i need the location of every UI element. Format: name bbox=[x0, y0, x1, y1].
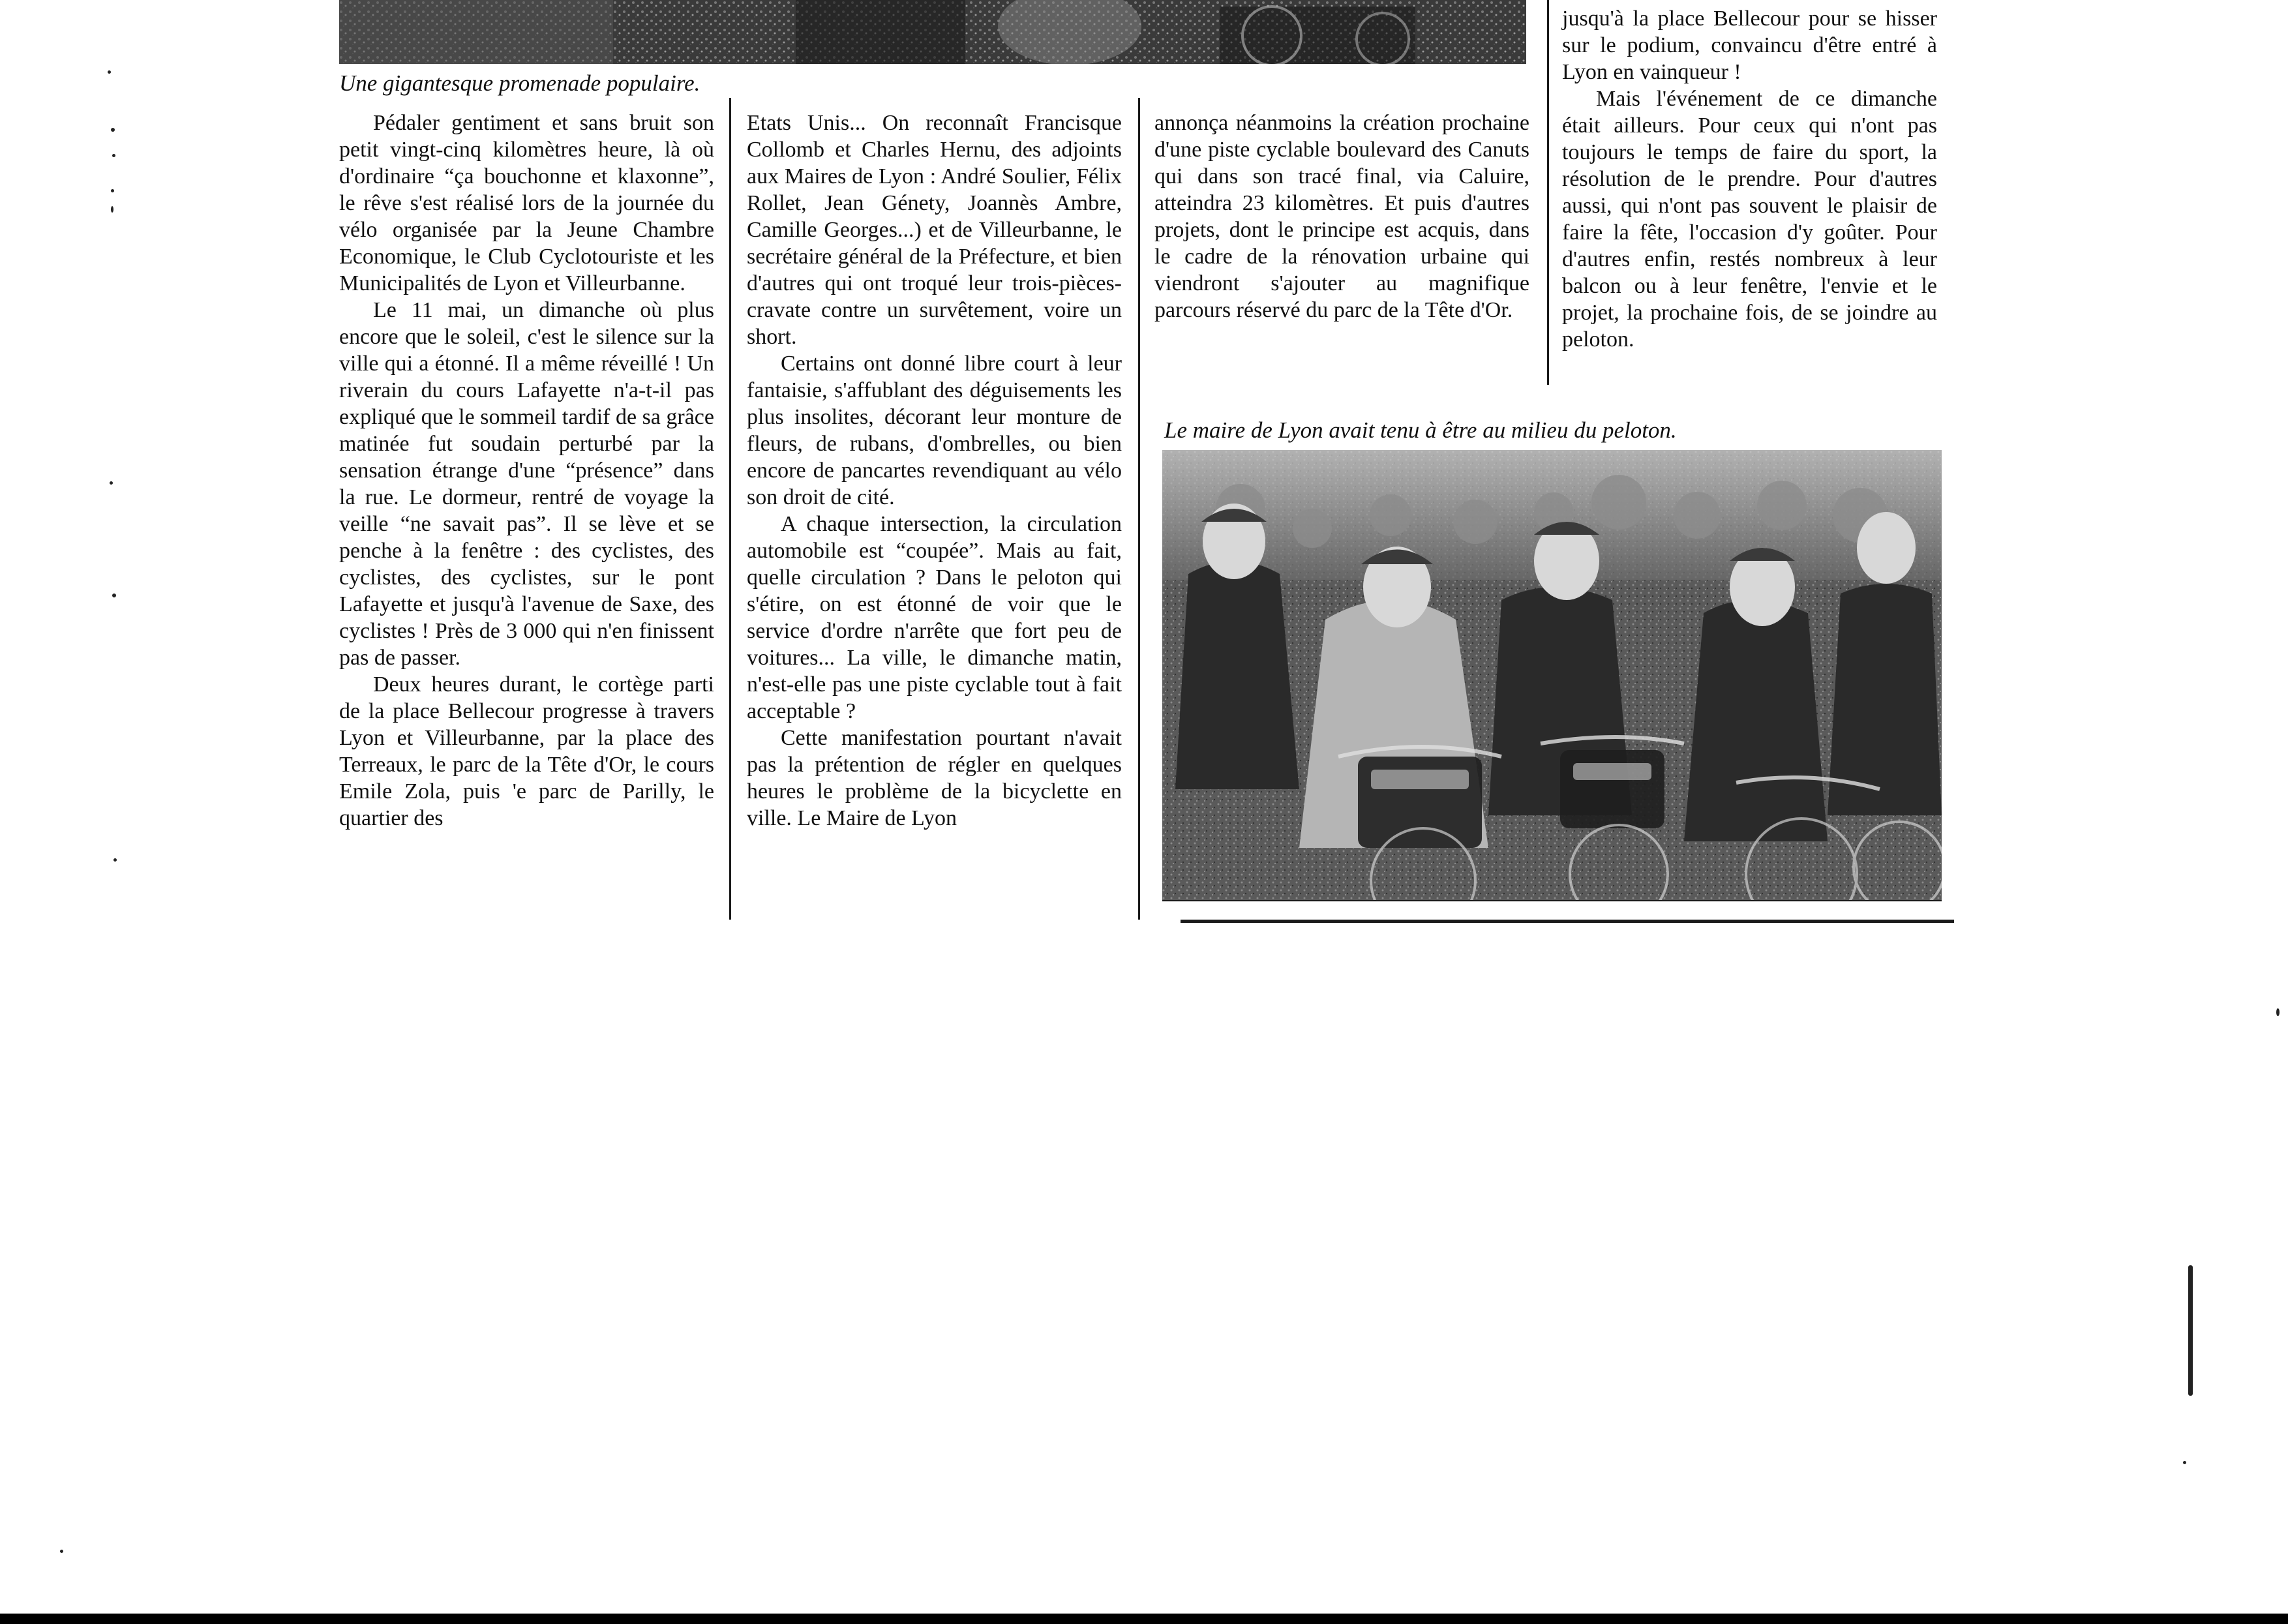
scan-speck bbox=[60, 1550, 63, 1553]
scan-speck bbox=[2188, 1265, 2193, 1396]
scan-speck bbox=[112, 594, 116, 597]
scan-speck bbox=[111, 206, 113, 213]
scan-speck bbox=[112, 154, 115, 157]
paragraph: jusqu'à la place Bellecour pour se hisser sur le podium, convaincu d'être entré à Lyon en vainqueur ! bbox=[1562, 7, 1937, 84]
article-column-1 bbox=[339, 110, 714, 832]
scan-speck bbox=[111, 128, 115, 132]
section-divider bbox=[1181, 920, 1954, 923]
article-column-2 bbox=[747, 110, 1122, 832]
scan-bottom-edge bbox=[0, 1614, 2288, 1624]
top-photo-image bbox=[339, 0, 1526, 64]
photo-bottom-border bbox=[1162, 900, 1942, 901]
bottom-photo bbox=[1162, 450, 1942, 900]
paragraph: Mais l'événement de ce dimanche était ailleurs. Pour ceux qui n'ont pas toujours le temps de faire du sport, la résolution de le prendre. Pour d'autres aussi, qui n'ont pas souvent le plaisir de faire la fête, l'occasion d'y goûter. Pour d'autres enfin, restés nombreux à leur balcon ou à leur fenêtre, l'envie et le projet, la prochaine fois, de se joindre au peloton. bbox=[1562, 87, 1937, 352]
top-photo-caption: Une gigantesque promenade populaire. bbox=[339, 70, 700, 96]
paragraph: Le 11 mai, un dimanche où plus encore que le soleil, c'est le silence sur la ville qui a étonné. Il a même réveillé ! Un riverain du cours Lafayette n'a-t-il pas expliqué que le sommeil tardif de sa grâce matinée fut soudain perturbé par la sensation étrange d'une “présence” dans la rue. Le dormeur, rentré de voyage la veille “ne savait pas”. Il se lève et se penche à la fenêtre : des cyclistes, des cyclistes, des cyclistes, sur le pont Lafayette et jusqu'à l'avenue de Saxe, des cyclistes ! Près de 3 000 qui n'en finissent pas de passer. bbox=[339, 298, 714, 670]
column-rule bbox=[1138, 98, 1140, 920]
paragraph: Certains ont donné libre court à leur fantaisie, s'affublant des déguisements les plus insolites, décorant leur monture de fleurs, de rubans, d'ombrelles, ou bien encore de pancartes revendiquant au vélo son droit de cité. bbox=[747, 352, 1122, 509]
scan-speck bbox=[2276, 1008, 2280, 1016]
column-rule bbox=[1547, 0, 1549, 385]
paragraph: A chaque intersection, la circulation automobile est “coupée”. Mais au fait, quelle circulation ? Dans le peloton qui s'étire, on est étonné de voir que le service d'ordre n'arrête que fort peu de voitures... La ville, le dimanche matin, n'est-elle pas une piste cyclable tout à fait acceptable ? bbox=[747, 512, 1122, 723]
scan-speck bbox=[108, 70, 111, 74]
paragraph: Etats Unis... On reconnaît Francisque Collomb et Charles Hernu, des adjoints aux Maires de Lyon : André Soulier, Félix Rollet, Jean Génety, Joannès Ambre, Camille Georges...) et de Villeurbanne, le secrétaire général de la Préfecture, et bien d'autres qui ont troqué leur trois-pièces-cravate contre un survêtement, voire un short. bbox=[747, 111, 1122, 349]
scan-speck bbox=[2183, 1461, 2186, 1464]
article-column-3 bbox=[1154, 110, 1529, 323]
article-column-4 bbox=[1562, 5, 1937, 353]
top-photo bbox=[339, 0, 1526, 64]
column-rule bbox=[729, 98, 731, 920]
paragraph: Cette manifestation pourtant n'avait pas la prétention de régler en quelques heures le problème de la bicyclette en ville. Le Maire de Lyon bbox=[747, 726, 1122, 830]
scan-speck bbox=[110, 481, 113, 485]
cyclists-photo-image bbox=[1162, 450, 1942, 900]
bottom-photo-caption: Le maire de Lyon avait tenu à être au milieu du peloton. bbox=[1164, 417, 1677, 443]
paragraph: annonça néanmoins la création prochaine d'une piste cyclable boulevard des Canuts qui dans son tracé final, via Caluire, atteindra 23 kilomètres. Et puis d'autres projets, dont le principe est acquis, dans le cadre de la rénovation urbaine qui viendront s'ajouter au magnifique parcours réservé du parc de la Tête d'Or. bbox=[1154, 111, 1529, 322]
scan-speck bbox=[113, 858, 117, 862]
paragraph: Pédaler gentiment et sans bruit son petit vingt-cinq kilomètres heure, là où d'ordinaire “ça bouchonne et klaxonne”, le rêve s'est réalisé lors de la journée du vélo organisée par la Jeune Chambre Economique, le Club Cyclotouriste et les Municipalités de Lyon et Villeurbanne. bbox=[339, 111, 714, 295]
scan-speck bbox=[111, 189, 114, 192]
paragraph: Deux heures durant, le cortège parti de la place Bellecour progresse à travers Lyon et Villeurbanne, par la place des Terreaux, le parc de la Tête d'Or, le cours Emile Zola, puis 'e parc de Parilly, le quartier des bbox=[339, 672, 714, 830]
